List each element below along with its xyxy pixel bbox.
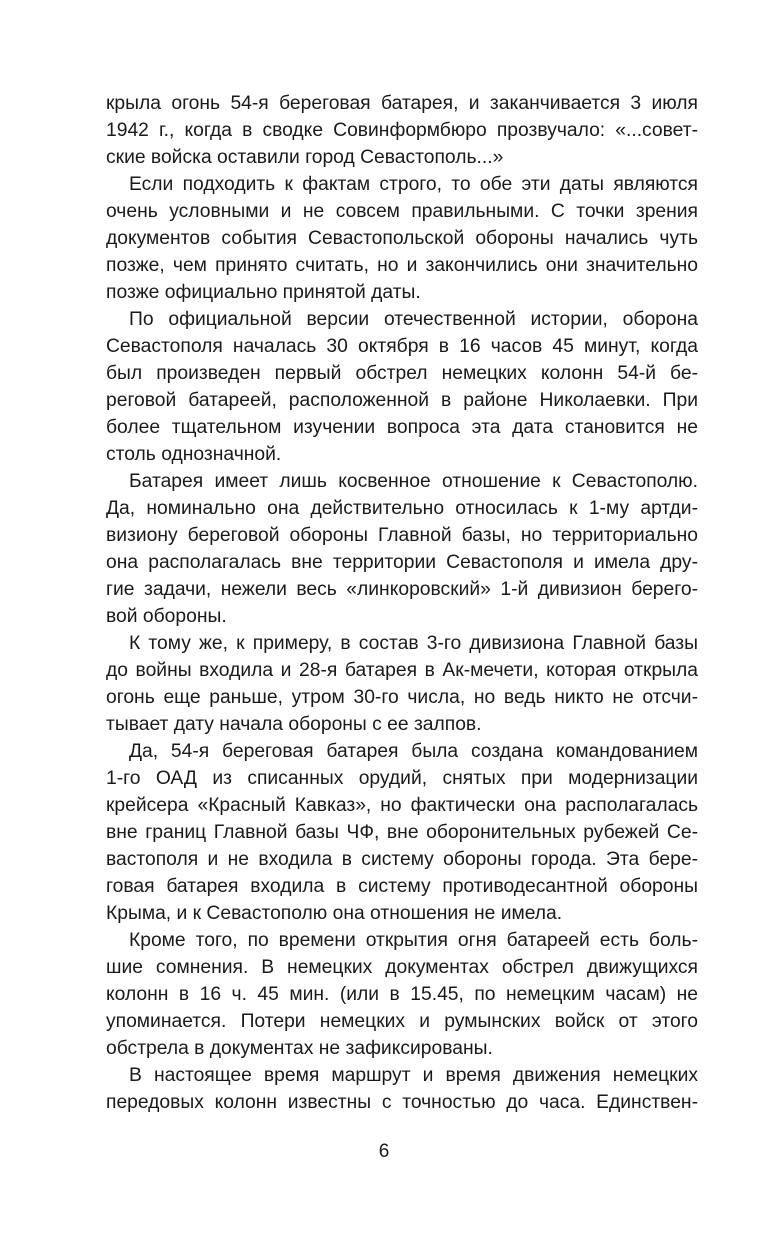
- text-line: до войны входила и 28-я батарея в Ак-мечети, которая открыла: [106, 660, 698, 681]
- text-line: тывает дату начала обороны с ее залпов.: [106, 714, 482, 735]
- text-line: По официальной версии отечественной истории, оборона: [129, 309, 698, 330]
- text-line: вастополя и не входила в систему обороны города. Эта бере-: [106, 849, 698, 870]
- text-line: Батарея имеет лишь косвенное отношение к Севастополю.: [129, 471, 698, 492]
- text-line: упоминается. Потери немецких и румынских войск от этого: [106, 1011, 698, 1032]
- text-line: вне границ Главной базы ЧФ, вне оборонительных рубежей Се-: [106, 822, 698, 843]
- text-line: К тому же, к примеру, в состав 3-го дивизиона Главной базы: [129, 633, 698, 654]
- text-line: Да, 54-я береговая батарея была создана командованием: [129, 741, 698, 762]
- text-line: гие задачи, нежели весь «линкоровский» 1-й дивизион берего-: [106, 579, 698, 600]
- text-line: крейсера «Красный Кавказ», но фактически она располагалась: [106, 795, 698, 816]
- text-line: 1942 г., когда в сводке Совинформбюро прозвучало: «...совет-: [106, 120, 698, 141]
- text-line: Да, номинально она действительно относилась к 1-му артди-: [106, 498, 698, 519]
- text-line: Крыма, и к Севастополю она отношения не имела.: [106, 903, 563, 924]
- text-line: более тщательном изучении вопроса эта дата становится не: [106, 417, 698, 438]
- page-number: 6: [378, 1141, 390, 1162]
- text-line: обстрела в документах не зафиксированы.: [106, 1038, 493, 1059]
- text-line: 1-го ОАД из списанных орудий, снятых при модернизации: [106, 768, 698, 789]
- text-line: позже, чем принято считать, но и закончились они значительно: [106, 255, 698, 276]
- text-line: визиону береговой обороны Главной базы, но территориально: [106, 525, 698, 546]
- text-line: документов события Севастопольской обороны начались чуть: [106, 228, 698, 249]
- text-line: говая батарея входила в систему противодесантной обороны: [106, 876, 698, 897]
- text-line: Если подходить к фактам строго, то обе эти даты являются: [129, 174, 698, 195]
- text-line: колонн в 16 ч. 45 мин. (или в 15.45, по немецким часам) не: [106, 984, 698, 1005]
- text-line: крыла огонь 54-я береговая батарея, и заканчивается 3 июля: [106, 93, 698, 114]
- text-line: очень условными и не совсем правильными. С точки зрения: [106, 201, 698, 222]
- text-line: столь однозначной.: [106, 444, 282, 465]
- text-line: реговой батареей, расположенной в районе Николаевки. При: [106, 390, 698, 411]
- text-line: передовых колонн известны с точностью до часа. Единствен-: [106, 1092, 698, 1113]
- text-line: огонь еще раньше, утром 30-го числа, но ведь никто не отсчи-: [106, 687, 698, 708]
- text-line: был произведен первый обстрел немецких колонн 54-й бе-: [106, 363, 698, 384]
- text-line: В настоящее время маршрут и время движения немецких: [129, 1065, 698, 1086]
- text-line: Севастополя началась 30 октября в 16 часов 45 минут, когда: [106, 336, 698, 357]
- text-line: шие сомнения. В немецких документах обстрел движущихся: [106, 957, 698, 978]
- text-line: позже официально принятой даты.: [106, 282, 421, 303]
- text-line: она располагалась вне территории Севастополя и имела дру-: [106, 552, 698, 573]
- text-line: Кроме того, по времени открытия огня батареей есть боль-: [129, 930, 698, 951]
- text-line: ские войска оставили город Севастополь...»: [106, 147, 504, 168]
- text-line: вой обороны.: [106, 606, 227, 627]
- page-body: [106, 90, 698, 1116]
